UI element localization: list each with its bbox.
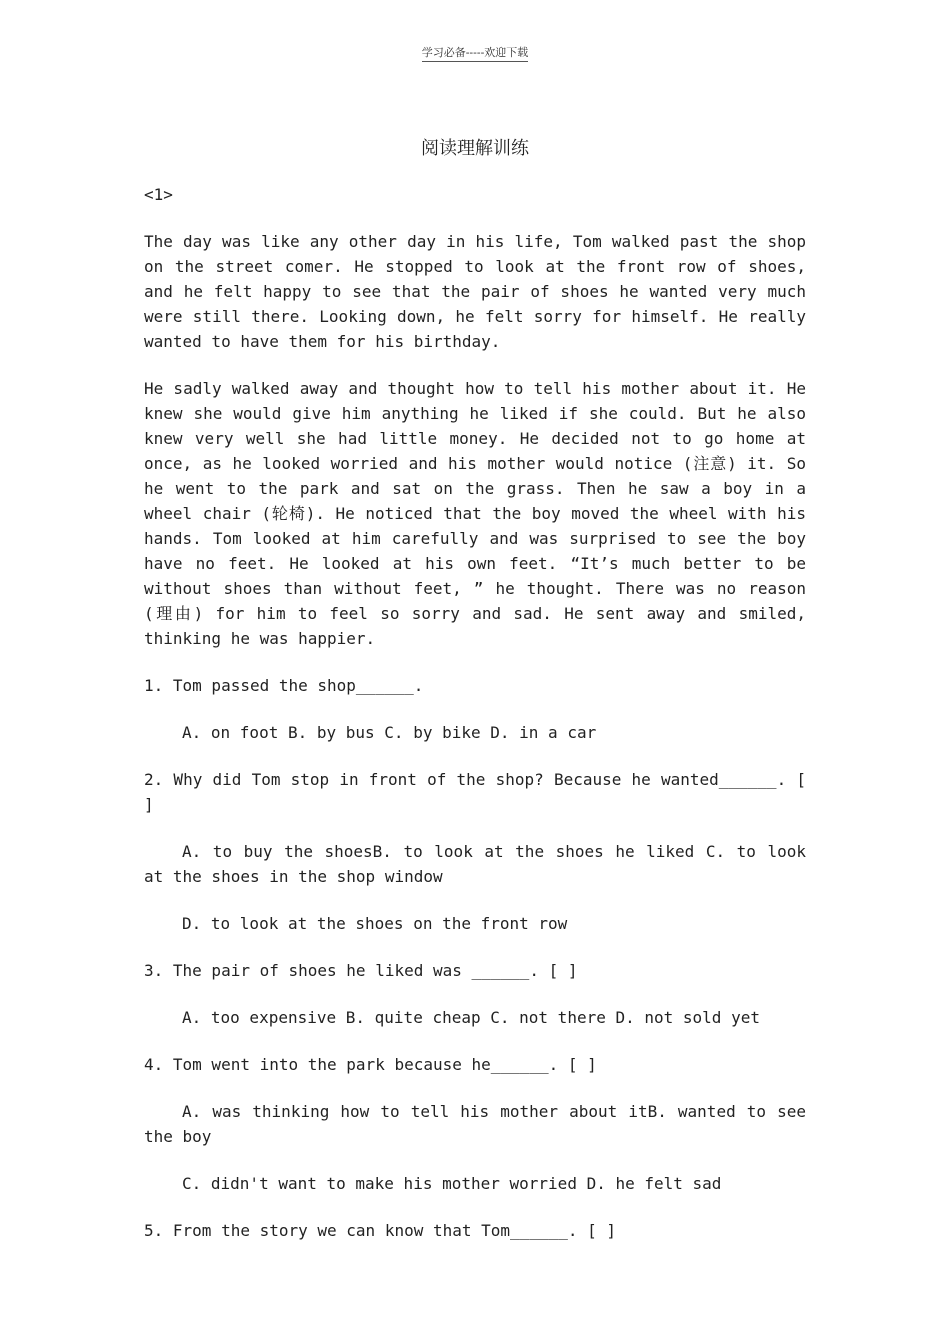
question-3-stem: 3. The pair of shoes he liked was ______. [ ] (144, 961, 578, 980)
section-label: <1> (144, 185, 173, 204)
question-5-stem: 5. From the story we can know that Tom______. [ ] (144, 1221, 617, 1240)
question-4-options-b: C. didn't want to make his mother worried D. he felt sad (182, 1174, 722, 1193)
passage-paragraph-2: He sadly walked away and thought how to tell his mother about it. He knew she would give him anything he liked if she could. But he also knew very well she had little money. He decided not to go home at once, as he looked worried and his mother would notice (注意) it. So he went to the park and sat on the grass. Then he saw a boy in a wheel chair (轮椅). He noticed that the boy moved the wheel with his hands. Tom looked at him carefully and was surprised to see the boy have no feet. He looked at his own feet. “It’s much better to be without shoes than without feet, ” he thought. There was no reason (理由) for him to feel so sorry and sad. He sent away and smiled, thinking he was happier. (144, 379, 806, 648)
passage-paragraph-1: The day was like any other day in his life, Tom walked past the shop on the street comer. He stopped to look at the front row of shoes, and he felt happy to see that the pair of shoes he wanted very much were still there. Looking down, he felt sorry for himself. He really wanted to have them for his birthday. (144, 232, 806, 351)
question-4-options-a: A. was thinking how to tell his mother about itB. wanted to see the boy (144, 1102, 806, 1146)
question-3-options: A. too expensive B. quite cheap C. not there D. not sold yet (182, 1008, 760, 1027)
question-1-stem: 1. Tom passed the shop______. (144, 676, 424, 695)
document-body (144, 136, 806, 1265)
question-2-options-b: D. to look at the shoes on the front row (182, 914, 568, 933)
question-4-stem: 4. Tom went into the park because he______. [ ] (144, 1055, 597, 1074)
question-2-stem: 2. Why did Tom stop in front of the shop? Because he wanted______. [ ] (144, 770, 806, 814)
question-2-options-a: A. to buy the shoesB. to look at the shoes he liked C. to look at the shoes in the shop window (144, 842, 806, 886)
page-title: 阅读理解训练 (421, 138, 529, 159)
header-text: 学习必备-----欢迎下载 (422, 44, 529, 62)
question-1-options: A. on foot B. by bus C. by bike D. in a car (182, 723, 597, 742)
page-header (0, 44, 950, 62)
